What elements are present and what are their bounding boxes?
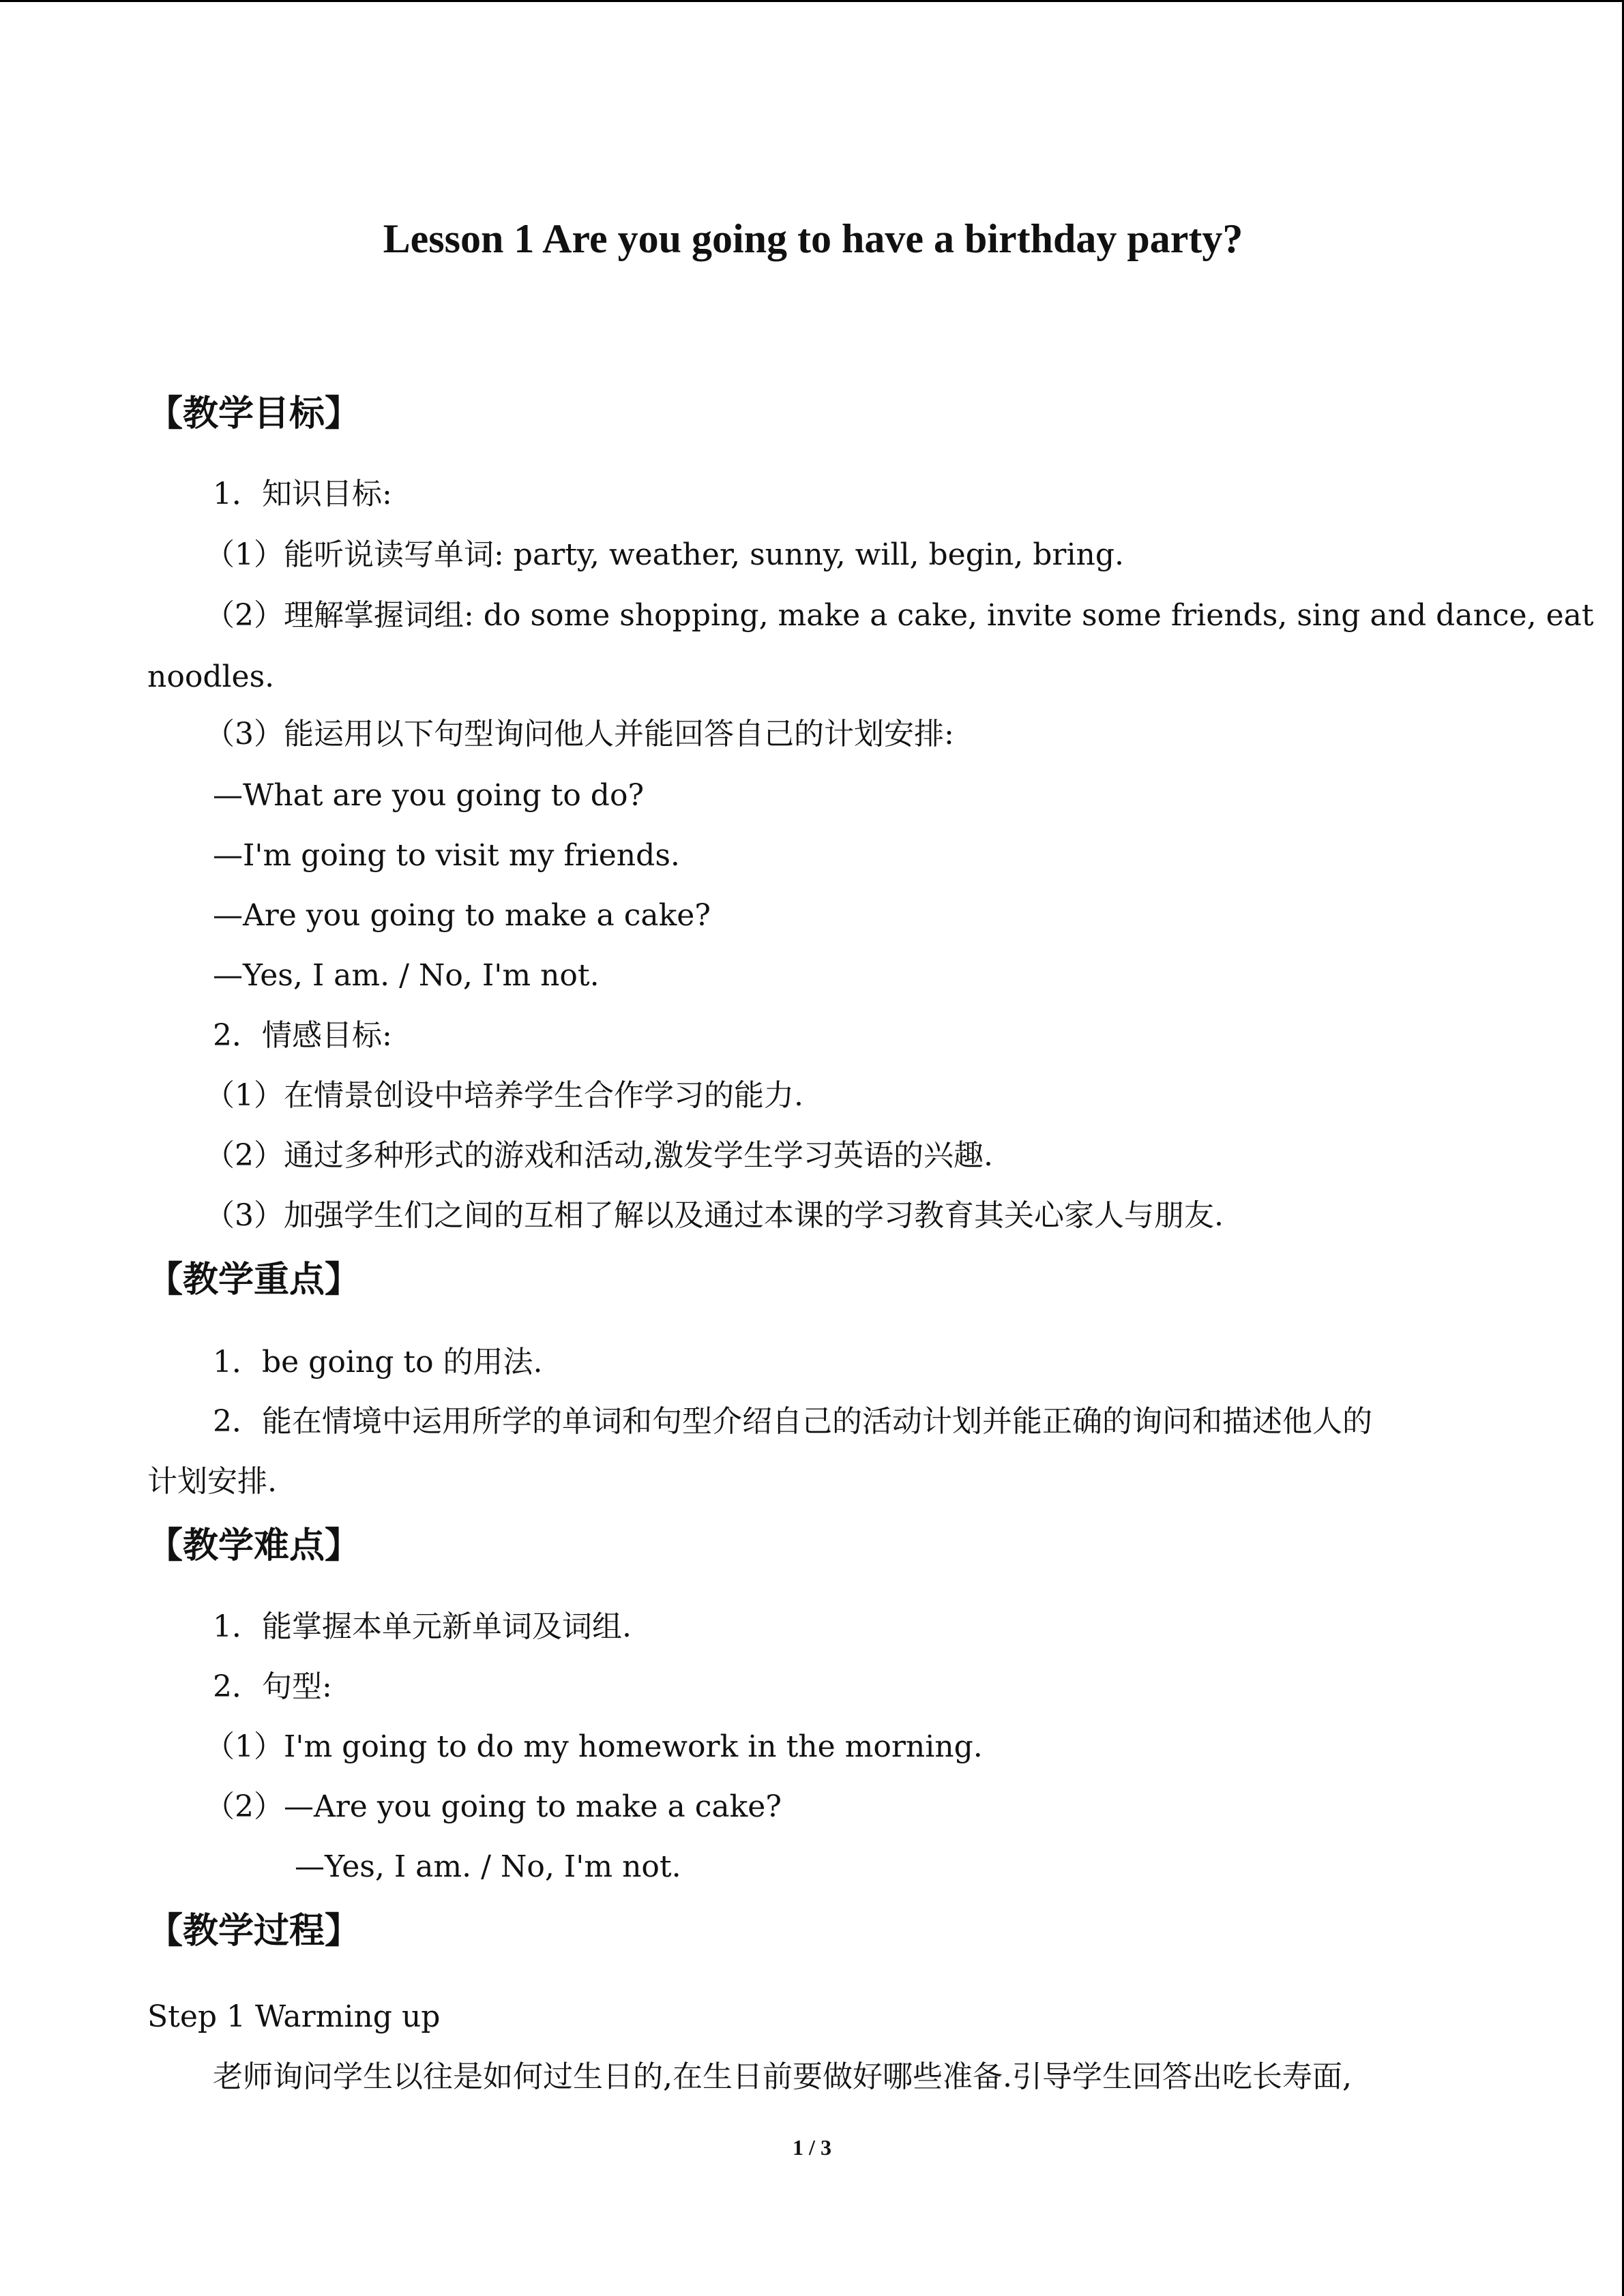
objective-line: （3）加强学生们之间的互相了解以及通过本课的学习教育其关心家人与朋友. <box>205 1198 1224 1233</box>
objective-line: 1．知识目标: <box>213 477 392 511</box>
section-heading-key-points: 【教学重点】 <box>147 1259 361 1300</box>
key-point-line: 计划安排. <box>147 1464 277 1499</box>
process-line: 老师询问学生以往是如何过生日的,在生日前要做好哪些准备.引导学生回答出吃长寿面, <box>213 2059 1352 2094</box>
key-point-line: 2．能在情境中运用所学的单词和句型介绍自己的活动计划并能正确的询问和描述他人的 <box>213 1404 1372 1439</box>
section-heading-objectives: 【教学目标】 <box>147 393 361 434</box>
page-title: Lesson 1 Are you going to have a birthday party? <box>383 216 1243 261</box>
objective-line: noodles. <box>147 659 275 694</box>
difficulty-line: 1．能掌握本单元新单词及词组. <box>213 1609 632 1644</box>
difficulty-line: —Yes, I am. / No, I'm not. <box>295 1849 681 1884</box>
section-heading-process: 【教学过程】 <box>147 1911 361 1952</box>
page-top-border <box>0 0 1624 2</box>
difficulty-line: （2）—Are you going to make a cake? <box>205 1789 782 1824</box>
dialogue-line: —Are you going to make a cake? <box>213 898 711 933</box>
objective-line: （2）理解掌握词组: do some shopping, make a cake, invite some friends, sing and dance, eat <box>205 598 1594 633</box>
objective-line: 2．情感目标: <box>213 1018 392 1053</box>
objective-line: （1）在情景创设中培养学生合作学习的能力. <box>205 1078 803 1113</box>
dialogue-line: —I'm going to visit my friends. <box>213 838 680 873</box>
key-point-line: 1．be going to 的用法. <box>213 1345 543 1380</box>
dialogue-line: —Yes, I am. / No, I'm not. <box>213 958 600 993</box>
step-heading: Step 1 Warming up <box>147 1999 441 2034</box>
difficulty-line: 2．句型: <box>213 1669 332 1704</box>
dialogue-line: —What are you going to do? <box>213 778 645 813</box>
objective-line: （1）能听说读写单词: party, weather, sunny, will, begin, bring. <box>205 537 1125 572</box>
page-number: 1 / 3 <box>793 2135 831 2160</box>
section-heading-difficulties: 【教学难点】 <box>147 1525 361 1566</box>
difficulty-line: （1）I'm going to do my homework in the morning. <box>205 1729 983 1764</box>
objective-line: （3）能运用以下句型询问他人并能回答自己的计划安排: <box>205 717 954 751</box>
objective-line: （2）通过多种形式的游戏和活动,激发学生学习英语的兴趣. <box>205 1138 993 1173</box>
